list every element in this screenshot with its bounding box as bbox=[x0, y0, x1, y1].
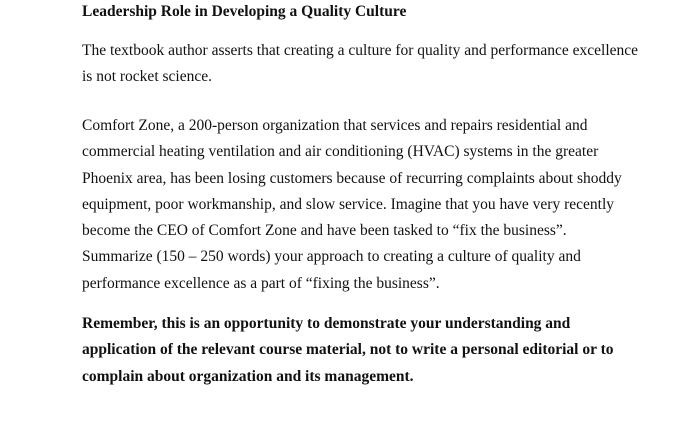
paragraph-line: application of the relevant course material, not to write a personal editorial or to bbox=[82, 341, 614, 359]
scenario-paragraph bbox=[82, 113, 622, 297]
reminder-paragraph bbox=[82, 311, 614, 390]
paragraph-line: equipment, poor workmanship, and slow service. Imagine that you have very recently bbox=[82, 195, 615, 213]
paragraph-line: The textbook author asserts that creating a culture for quality and performance excellence bbox=[82, 42, 639, 59]
paragraph-line: Phoenix area, has been losing customers because of recurring complaints about shoddy bbox=[82, 169, 622, 187]
paragraph-line: is not rocket science. bbox=[82, 68, 212, 86]
paragraph-line: complain about organization and its management. bbox=[82, 367, 414, 385]
paragraph-line: Summarize (150 – 250 words) your approach to creating a culture of quality and bbox=[82, 248, 581, 266]
paragraph-line: Comfort Zone, a 200-person organization that services and repairs residential and bbox=[82, 117, 588, 134]
paragraph-line: performance excellence as a part of “fixing the business”. bbox=[82, 274, 440, 292]
paragraph-line: commercial heating ventilation and air conditioning (HVAC) systems in the greater bbox=[82, 143, 599, 161]
document-title: Leadership Role in Developing a Quality Culture bbox=[82, 3, 407, 20]
paragraph-line: become the CEO of Comfort Zone and have been tasked to “fix the business”. bbox=[82, 222, 567, 240]
paragraph-line: Remember, this is an opportunity to demonstrate your understanding and bbox=[82, 315, 571, 332]
intro-paragraph bbox=[82, 38, 638, 91]
